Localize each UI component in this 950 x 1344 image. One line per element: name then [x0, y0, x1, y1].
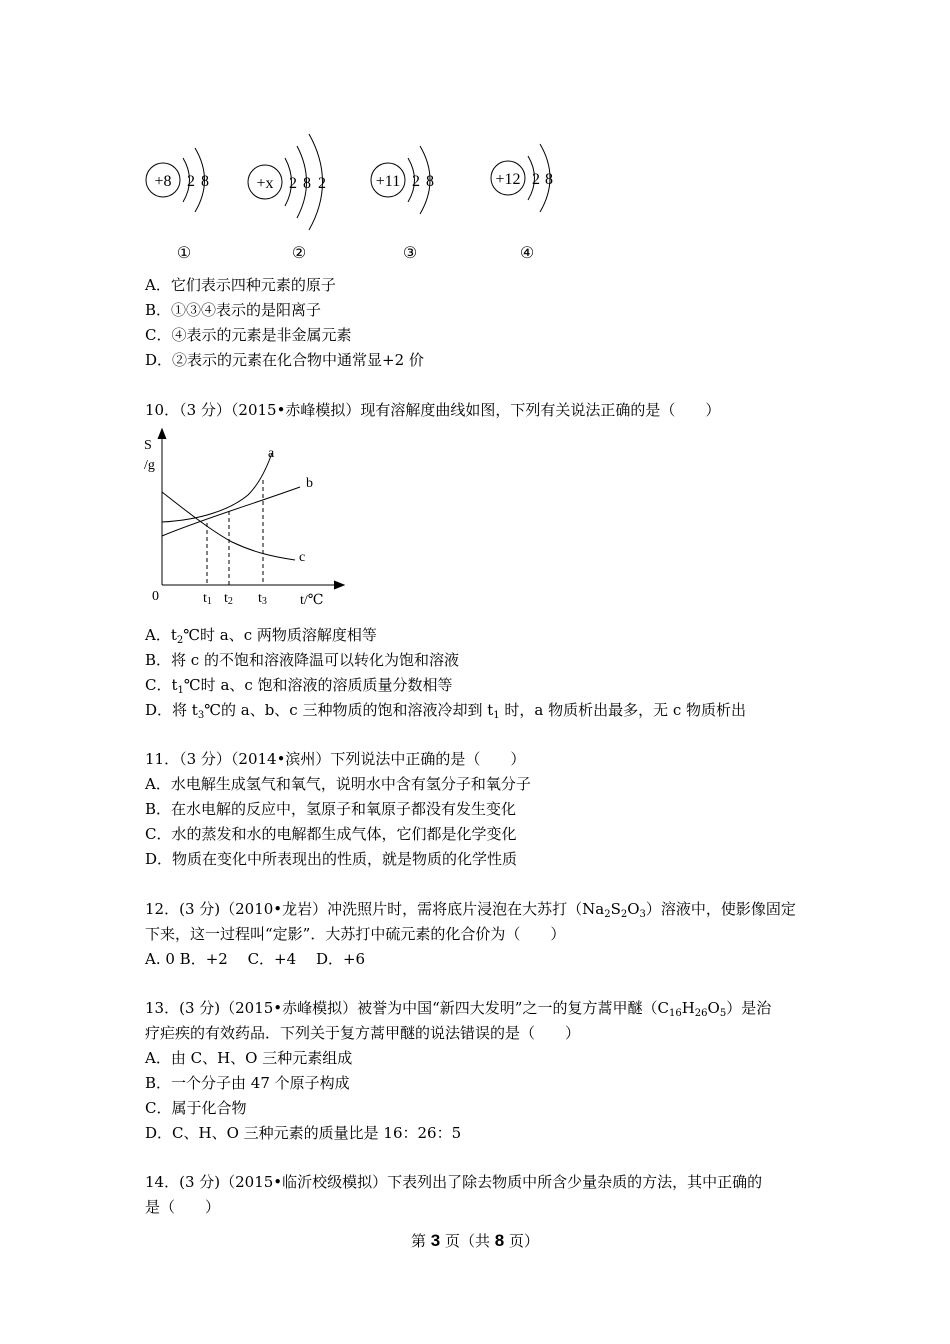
q12-options: A. 0 B．+2 C．+4 D．+6 — [145, 950, 366, 968]
atom-2-nucleus: +x — [256, 175, 274, 192]
y-axis-label-s: S — [144, 438, 152, 453]
curve-b — [162, 487, 300, 536]
tick-t3: t3 — [258, 591, 267, 607]
atom-2-shell-3: 2 — [318, 175, 326, 192]
q11-option-d: D．物质在变化中所表现出的性质，就是物质的化学性质 — [145, 850, 518, 868]
q12-line-1: 12．(3 分)（2010•龙岩）冲洗照片时，需将底片浸泡在大苏打$(Na_2S_2O_3)$溶液中，使影像固定 — [145, 900, 796, 920]
q12-line-2: 下来，这一过程叫“定影”．大苏打中硫元素的化合价为（ ） — [145, 925, 566, 943]
q13-option-d: D．C、H、O 三种元素的质量比是 16：26：5 — [145, 1124, 462, 1142]
q9-option-a: A．它们表示四种元素的原子 — [145, 276, 336, 294]
q14-line-2: 是（ ） — [145, 1198, 221, 1216]
atom-2-label: ② — [291, 245, 307, 262]
total-page-count: 8 — [494, 1231, 505, 1250]
page-footer: 第 3 页（共 8 页） — [410, 1231, 540, 1250]
atom-2-shell-1: 2 — [289, 175, 297, 192]
atom-4-nucleus: +12 — [495, 171, 521, 188]
q9-option-d: D．②表示的元素在化合物中通常显+2 价 — [145, 351, 424, 369]
tick-t1: t1 — [203, 591, 212, 607]
q9-option-c: C．④表示的元素是非金属元素 — [145, 326, 352, 344]
q11-option-b: B．在水电解的反应中，氢原子和氧原子都没有发生变化 — [145, 800, 517, 818]
curve-a — [162, 453, 272, 522]
q14-line-1: 14．(3 分)（2015•临沂校级模拟）下表列出了除去物质中所含少量杂质的方法，其中正确的 — [145, 1173, 763, 1191]
q10-stem: 10．（3 分）（2015•赤峰模拟）现有溶解度曲线如图，下列有关说法正确的是（ ） — [145, 401, 721, 419]
q10-option-a: A．$t_2℃$时 a、c 两物质溶解度相等 — [145, 626, 377, 646]
q10-option-c: C．$t_1℃$时 a、c 饱和溶液的溶质质量分数相等 — [145, 676, 453, 696]
q11-option-c: C．水的蒸发和水的电解都生成气体，它们都是化学变化 — [145, 825, 517, 843]
q13-option-c: C．属于化合物 — [145, 1099, 247, 1117]
q11-option-a: A．水电解生成氢气和氧气，说明水中含有氢分子和氧分子 — [145, 775, 531, 793]
q13-line-1: 13．(3 分)（2015•赤峰模拟）被誉为中国“新四大发明”之一的复方蒿甲醚$(C_{16}H_{26}O_5)$是治 — [145, 999, 772, 1019]
curve-c-label: c — [299, 550, 306, 565]
atom-3-shell-2: 8 — [426, 173, 434, 190]
q13-option-b: B．一个分子由 47 个原子构成 — [145, 1074, 350, 1092]
atom-2-shell-2: 8 — [303, 175, 311, 192]
atom-4-label: ④ — [519, 245, 535, 262]
atom-1-label: ① — [176, 245, 192, 262]
curve-b-label: b — [306, 476, 313, 491]
q13-option-a: A．由 C、H、O 三种元素组成 — [145, 1049, 353, 1067]
q10-option-b: B．将 c 的不饱和溶液降温可以转化为饱和溶液 — [145, 651, 459, 669]
origin-label: 0 — [152, 589, 159, 604]
atom-3-shell-1: 2 — [412, 173, 420, 190]
atom-4-shell-2: 8 — [545, 171, 553, 188]
tick-t2: t2 — [224, 591, 233, 607]
curve-a-label: a — [268, 446, 275, 461]
q11-stem: 11．（3 分）（2014•滨州）下列说法中正确的是（ ） — [145, 750, 526, 768]
x-axis-label: t/℃ — [300, 593, 324, 608]
q13-line-2: 疗疟疾的有效药品．下列关于复方蒿甲醚的说法错误的是（ ） — [145, 1024, 581, 1042]
atom-3-nucleus: +11 — [375, 173, 401, 190]
q10-option-d: D．将 $t_3℃$的 a、b、c 三种物质的饱和溶液冷却到 $t_1$ 时，a 物质析出最多，无 c 物质析出 — [145, 701, 747, 721]
atom-1-nucleus: +8 — [154, 173, 172, 190]
q9-option-b: B．①③④表示的是阳离子 — [145, 301, 322, 319]
y-axis-label-g: /g — [144, 458, 155, 473]
current-page-number: 3 — [430, 1231, 441, 1250]
atom-4-shell-1: 2 — [532, 171, 540, 188]
solubility-graph — [140, 425, 360, 610]
atom-3-label: ③ — [402, 245, 418, 262]
atom-1-shell-2: 8 — [201, 173, 209, 190]
atom-1-shell-1: 2 — [187, 173, 195, 190]
atom-diagrams — [0, 0, 950, 270]
